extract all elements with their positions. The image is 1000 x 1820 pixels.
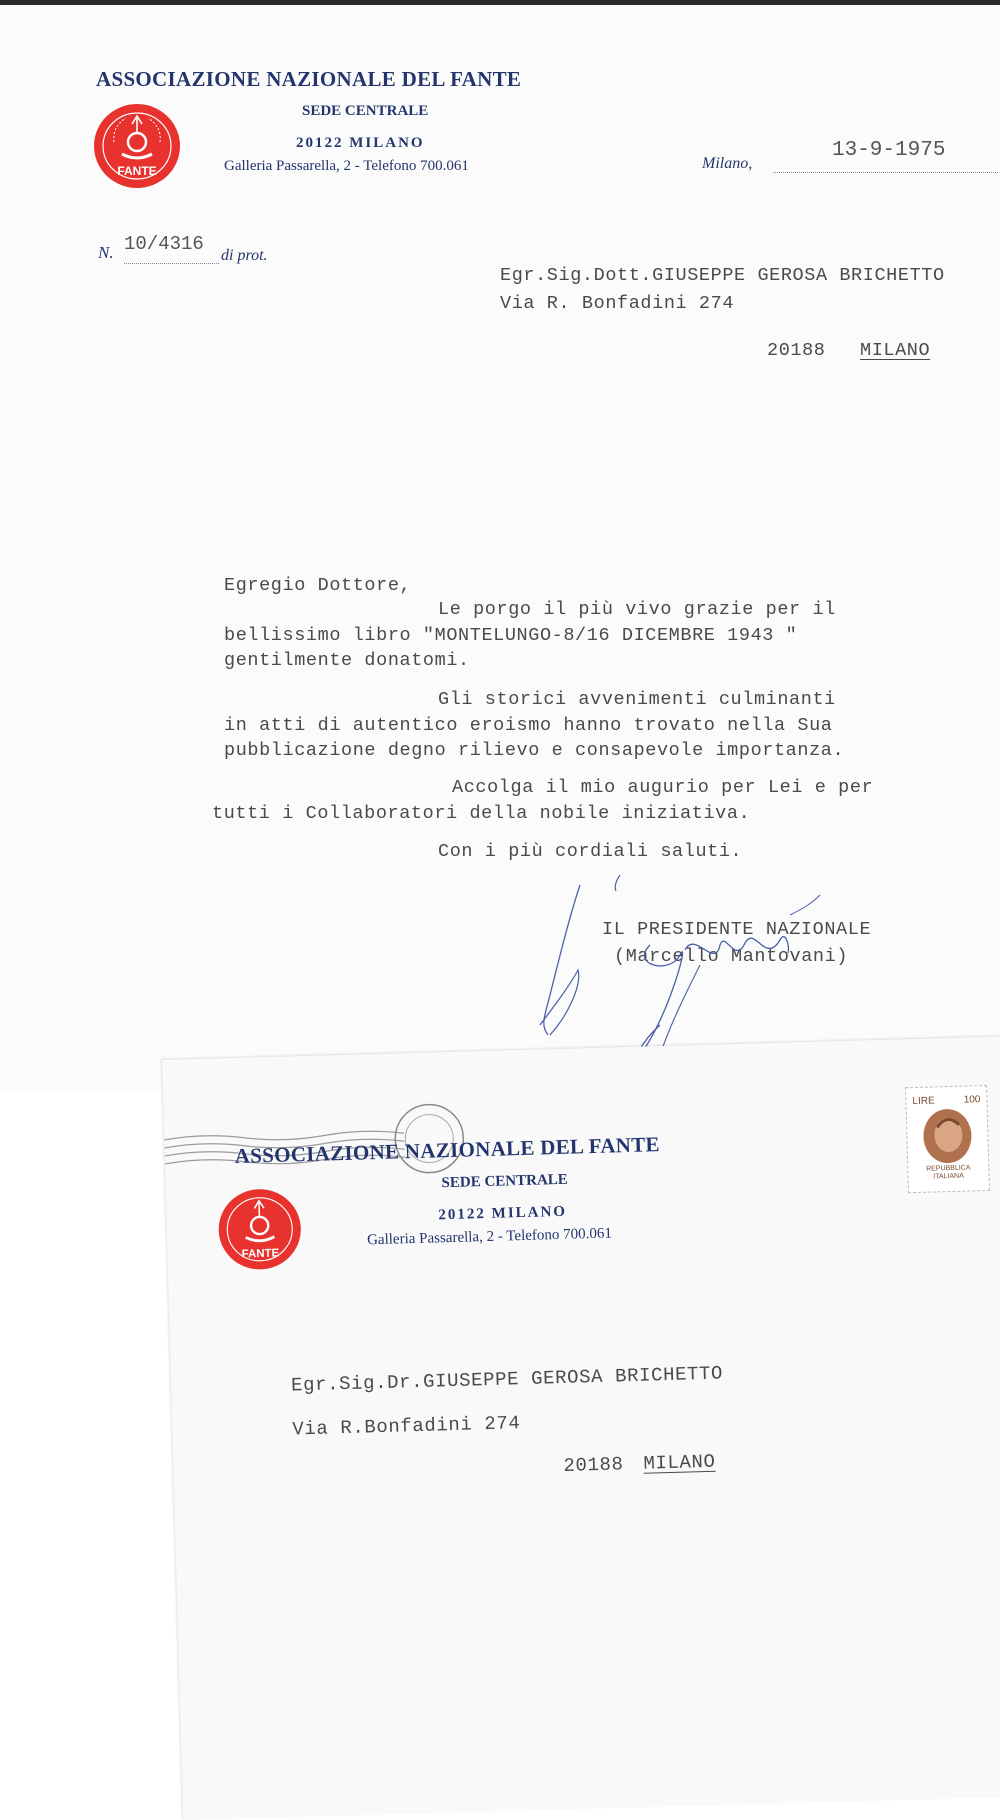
envelope-organization: ASSOCIAZIONE NAZIONALE DEL FANTE: [234, 1132, 661, 1169]
body-p1-line-3: gentilmente donatomi.: [224, 650, 470, 671]
stamp-value: 100: [963, 1094, 981, 1106]
recipient-line-2: Via R. Bonfadini 274: [500, 293, 735, 314]
fante-emblem-icon: [92, 102, 182, 190]
recipient-city: MILANO: [860, 340, 931, 361]
emblem-label: FANTE: [117, 164, 157, 178]
stamp-currency: LIRE: [912, 1095, 935, 1108]
stamp-portrait-icon: [921, 1106, 975, 1165]
salutation: Egregio Dottore,: [224, 575, 412, 596]
date-value: 13-9-1975: [832, 139, 946, 162]
body-p2-line-2: in atti di autentico eroismo hanno trovato nella Sua: [224, 715, 833, 736]
stamp-country-line-2: ITALIANA: [933, 1172, 964, 1181]
closing: Con i più cordiali saluti.: [438, 841, 743, 862]
letterhead-address: Galleria Passarella, 2 - Telefono 700.061: [224, 158, 469, 174]
body-p1-line-1: Le porgo il più vivo grazie per il: [438, 599, 836, 620]
envelope-recipient-line-2: Via R.Bonfadini 274: [292, 1412, 521, 1441]
protocol-suffix: di prot.: [221, 247, 268, 264]
protocol-dotted-line: [124, 263, 219, 264]
body-p1-line-2: bellissimo libro "MONTELUNGO-8/16 DICEMBRE 1943 ": [224, 625, 798, 646]
date-dotted-line: [773, 172, 998, 173]
signatory-name: (Marcello Mantovani): [614, 946, 849, 967]
letterhead-organization: ASSOCIAZIONE NAZIONALE DEL FANTE: [96, 67, 522, 91]
envelope-city: 20122 MILANO: [438, 1203, 568, 1224]
envelope: [162, 1035, 1000, 1820]
signatory-title: IL PRESIDENTE NAZIONALE: [602, 919, 872, 940]
envelope-fante-emblem-icon: [216, 1186, 304, 1272]
body-p3-line-1: Accolga il mio augurio per Lei e per: [452, 777, 874, 798]
envelope-emblem-label: FANTE: [241, 1247, 280, 1261]
letter-sheet: [0, 5, 1000, 1090]
postage-stamp: [905, 1085, 990, 1193]
protocol-number: 10/4316: [124, 233, 204, 255]
letterhead-sede: SEDE CENTRALE: [302, 103, 429, 119]
body-p3-line-2: tutti i Collaboratori della nobile iniziativa.: [212, 803, 751, 824]
envelope-recipient-postcode: 20188: [563, 1453, 624, 1477]
body-p2-line-3: pubblicazione degno rilievo e consapevole importanza.: [224, 740, 845, 761]
protocol-prefix: N.: [98, 243, 114, 262]
body-p2-line-1: Gli storici avvenimenti culminanti: [438, 689, 836, 710]
stamp-country-line-1: REPUBBLICA: [926, 1164, 971, 1173]
envelope-recipient-line-1: Egr.Sig.Dr.GIUSEPPE GEROSA BRICHETTO: [290, 1362, 724, 1397]
date-label: Milano,: [702, 155, 753, 172]
recipient-line-1: Egr.Sig.Dott.GIUSEPPE GEROSA BRICHETTO: [500, 265, 945, 286]
recipient-postcode: 20188: [767, 340, 826, 361]
envelope-sede: SEDE CENTRALE: [441, 1171, 569, 1192]
envelope-address: Galleria Passarella, 2 - Telefono 700.061: [366, 1225, 613, 1249]
envelope-recipient-city: MILANO: [643, 1450, 716, 1475]
letterhead-city: 20122 MILANO: [296, 135, 425, 151]
